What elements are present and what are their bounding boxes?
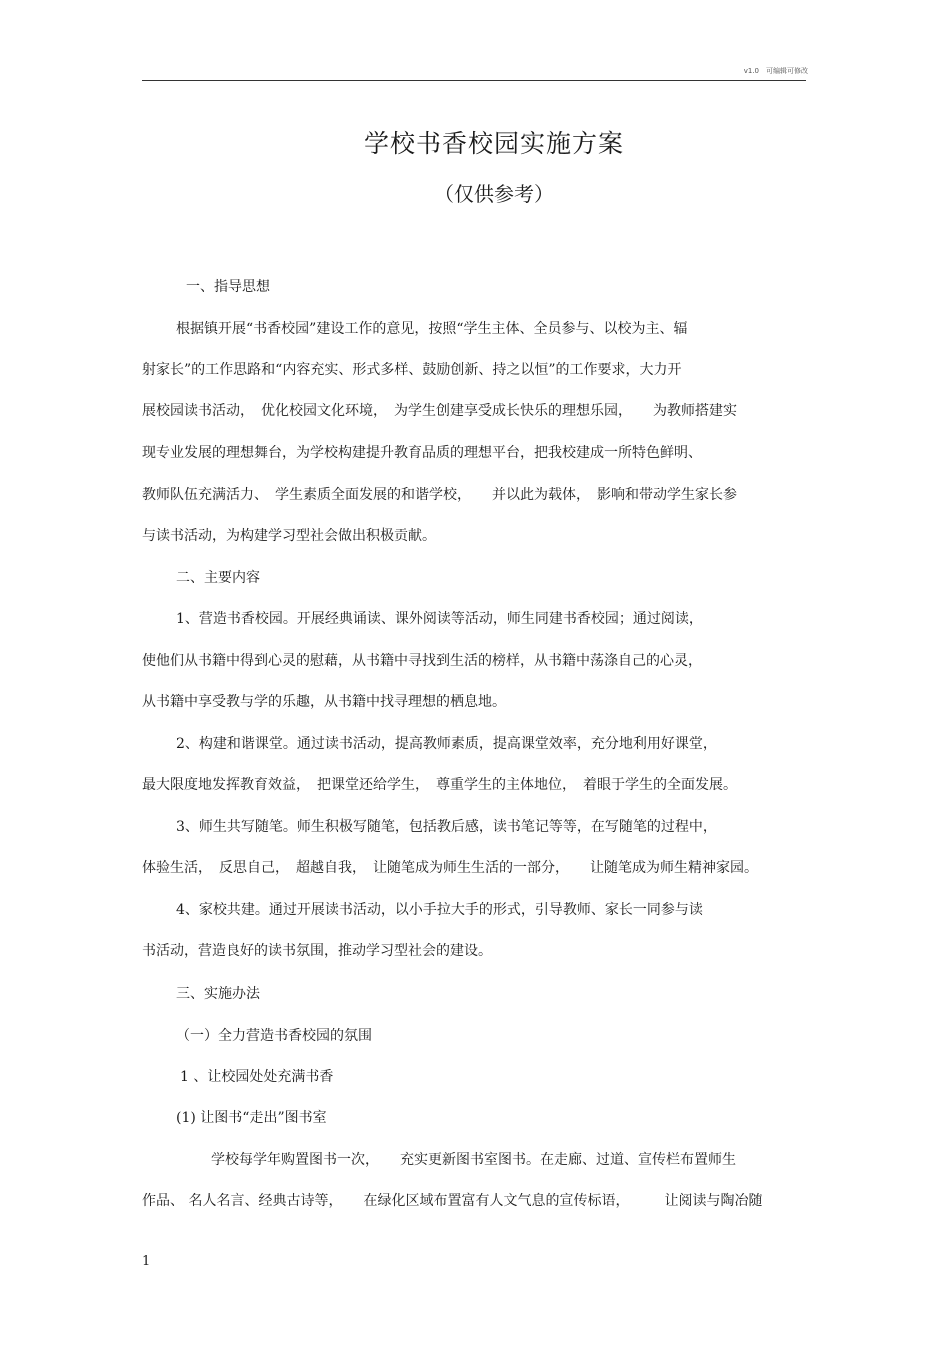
- paragraph-line: 从书籍中享受教与学的乐趣，从书籍中找寻理想的栖息地。: [142, 694, 506, 710]
- paragraph-line: 书活动，营造良好的读书氛围，推动学习型社会的建设。: [142, 943, 492, 959]
- paragraph-line: 使他们从书籍中得到心灵的慰藉，从书籍中寻找到生活的榜样，从书籍中荡涤自己的心灵，: [142, 653, 702, 669]
- section-heading-main-content: 二、主要内容: [176, 570, 260, 586]
- subsection-heading: (1) 让图书“走出”图书室: [176, 1110, 327, 1126]
- paragraph-line: 现专业发展的理想舞台，为学校构建提升教育品质的理想平台，把我校建成一所特色鲜明、: [142, 445, 702, 461]
- subsection-heading: 1 、让校园处处充满书香: [180, 1069, 334, 1085]
- paragraph-line: 根据镇开展“书香校园”建设工作的意见，按照“学生主体、全员参与、以校为主、辐: [176, 321, 688, 337]
- header-rule: [142, 80, 806, 81]
- paragraph-line: 作品、 名人名言、经典古诗等， 在绿化区域布置富有人文气息的宣传标语， 让阅读与陶冶随: [142, 1193, 763, 1209]
- section-heading-guiding-ideology: 一、指导思想: [186, 279, 270, 295]
- document-title: 学校书香校园实施方案: [363, 129, 624, 158]
- version-note: v1.0 可编辑可修改: [743, 67, 808, 75]
- paragraph-line: 2、构建和谐课堂。通过读书活动，提高教师素质，提高课堂效率，充分地利用好课堂，: [176, 736, 717, 752]
- paragraph-line: 教师队伍充满活力、 学生素质全面发展的和谐学校， 并以此为载体， 影响和带动学生家长参: [142, 487, 737, 503]
- page-number: 1: [142, 1254, 151, 1269]
- paragraph-line: 展校园读书活动， 优化校园文化环境， 为学生创建享受成长快乐的理想乐园， 为教师搭建实: [142, 403, 737, 419]
- subsection-heading: （一）全力营造书香校园的氛围: [176, 1028, 372, 1044]
- paragraph-line: 体验生活， 反思自己， 超越自我， 让随笔成为师生生活的一部分， 让随笔成为师生精神家园。: [142, 860, 758, 876]
- paragraph-line: 1、营造书香校园。开展经典诵读、课外阅读等活动，师生同建书香校园；通过阅读，: [176, 611, 703, 627]
- paragraph-line: 射家长”的工作思路和“内容充实、形式多样、鼓励创新、持之以恒”的工作要求，大力开: [142, 362, 682, 378]
- paragraph-line: 与读书活动，为构建学习型社会做出积极贡献。: [142, 528, 436, 544]
- paragraph-line: 最大限度地发挥教育效益， 把课堂还给学生， 尊重学生的主体地位， 着眼于学生的全面发展。: [142, 777, 737, 793]
- section-heading-implementation: 三、实施办法: [176, 986, 260, 1002]
- paragraph-line: 3、师生共写随笔。师生积极写随笔，包括教后感，读书笔记等等，在写随笔的过程中，: [176, 819, 717, 835]
- paragraph-line: 学校每学年购置图书一次， 充实更新图书室图书。在走廊、过道、宣传栏布置师生: [211, 1152, 736, 1168]
- document-subtitle: （仅供参考）: [434, 182, 554, 206]
- paragraph-line: 4、家校共建。通过开展读书活动，以小手拉大手的形式，引导教师、家长一同参与读: [176, 902, 703, 918]
